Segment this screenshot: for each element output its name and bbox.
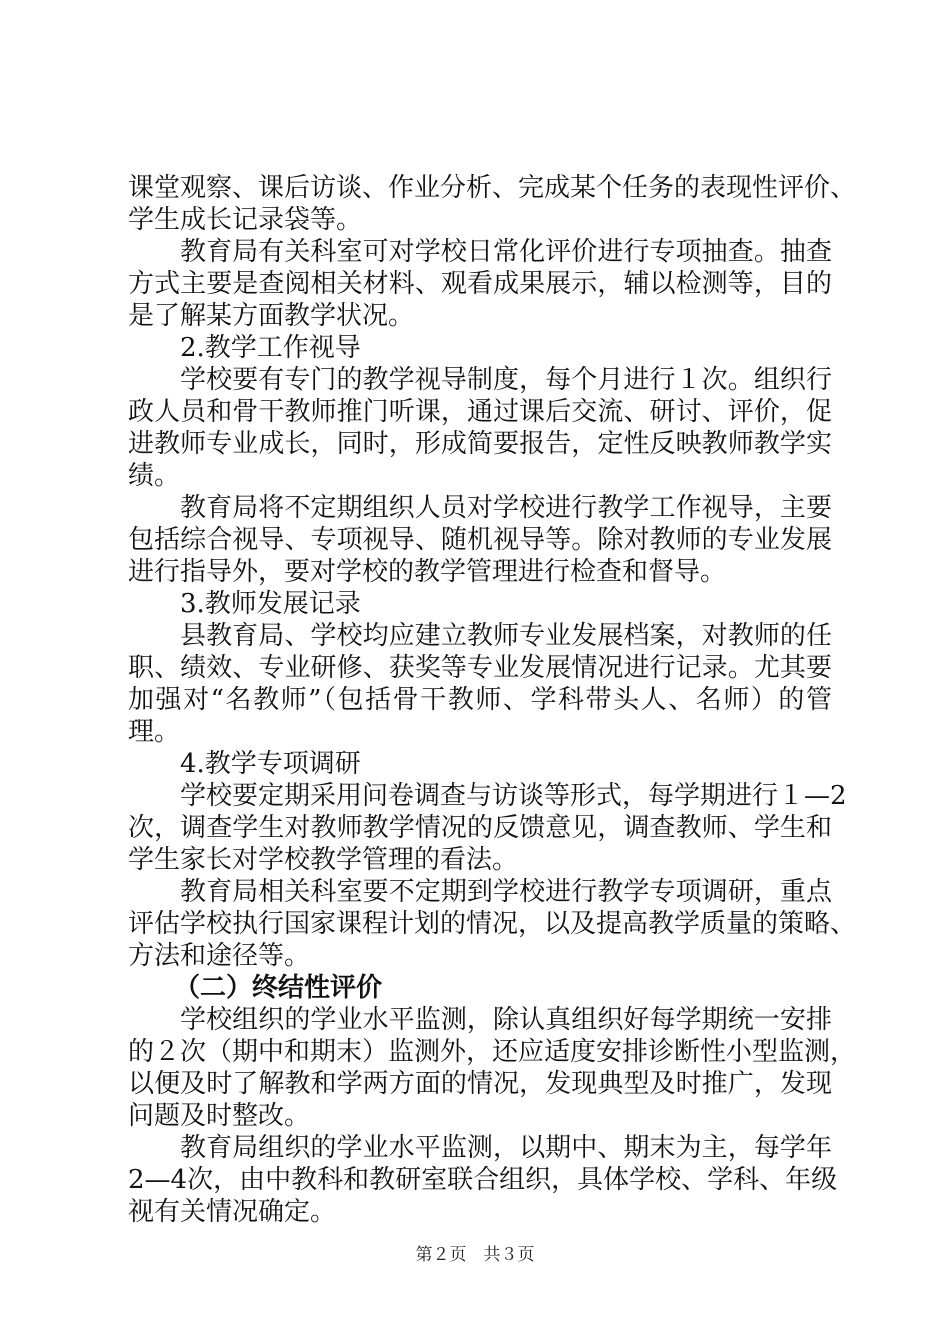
text-line: 学校组织的学业水平监测，除认真组织好每学期统一安排 bbox=[180, 1005, 832, 1035]
text-line: 教育局组织的学业水平监测，以期中、期末为主，每学年 bbox=[180, 1133, 832, 1163]
section-heading-summative: （二）终结性评价 bbox=[174, 973, 383, 1003]
text-line: 教育局相关科室要不定期到学校进行教学专项调研，重点 bbox=[180, 877, 832, 907]
text-line: 进教师专业成长，同时，形成简要报告，定性反映教师教学实 bbox=[128, 429, 832, 459]
document-body bbox=[128, 172, 857, 1228]
text-line: 2—4次，由中教科和教研室联合组织，具体学校、学科、年级 bbox=[128, 1165, 838, 1195]
text-line: 教育局将不定期组织人员对学校进行教学工作视导，主要 bbox=[180, 493, 832, 523]
text-line: 的２次（期中和期末）监测外，还应适度安排诊断性小型监测， bbox=[128, 1037, 857, 1067]
text-line: 加强对“名教师”（包括骨干教师、学科带头人、名师）的管 bbox=[128, 685, 832, 715]
text-line: 学生家长对学校教学管理的看法。 bbox=[128, 845, 519, 875]
text-line: 进行指导外，要对学校的教学管理进行检查和督导。 bbox=[128, 557, 727, 587]
text-line: 理。 bbox=[128, 717, 181, 747]
text-line: 以便及时了解教和学两方面的情况，发现典型及时推广，发现 bbox=[128, 1069, 832, 1099]
text-line: 视有关情况确定。 bbox=[128, 1197, 337, 1227]
text-line: 包括综合视导、专项视导、随机视导等。除对教师的专业发展 bbox=[128, 525, 832, 555]
text-line: 学校要定期采用问卷调查与访谈等形式，每学期进行１—2 bbox=[180, 781, 847, 811]
text-line: 是了解某方面教学状况。 bbox=[128, 301, 415, 331]
text-line: 政人员和骨干教师推门听课，通过课后交流、研讨、评价，促 bbox=[128, 397, 832, 427]
text-line: 次，调查学生对教师教学情况的反馈意见，调查教师、学生和 bbox=[128, 813, 832, 843]
text-line: 课堂观察、课后访谈、作业分析、完成某个任务的表现性评价、 bbox=[128, 173, 857, 203]
text-line: 绩。 bbox=[128, 461, 181, 491]
text-line: 评估学校执行国家课程计划的情况，以及提高教学质量的策略、 bbox=[128, 909, 857, 939]
text-line: 问题及时整改。 bbox=[128, 1101, 311, 1131]
text-line: 学生成长记录袋等。 bbox=[128, 205, 363, 235]
text-line: 方式主要是查阅相关材料、观看成果展示，辅以检测等，目的 bbox=[128, 269, 832, 299]
text-line: 教育局有关科室可对学校日常化评价进行专项抽查。抽查 bbox=[180, 237, 832, 267]
section-heading-2: 2.教学工作视导 bbox=[180, 333, 361, 363]
section-heading-3: 3.教师发展记录 bbox=[180, 589, 361, 619]
text-line: 方法和途径等。 bbox=[128, 941, 311, 971]
page-number-footer: 第２页 共３页 bbox=[415, 1245, 535, 1265]
section-heading-4: 4.教学专项调研 bbox=[180, 749, 361, 779]
text-line: 职、绩效、专业研修、获奖等专业发展情况进行记录。尤其要 bbox=[128, 653, 832, 683]
text-line: 学校要有专门的教学视导制度，每个月进行１次。组织行 bbox=[180, 365, 832, 395]
text-line: 县教育局、学校均应建立教师专业发展档案，对教师的任 bbox=[180, 621, 832, 651]
